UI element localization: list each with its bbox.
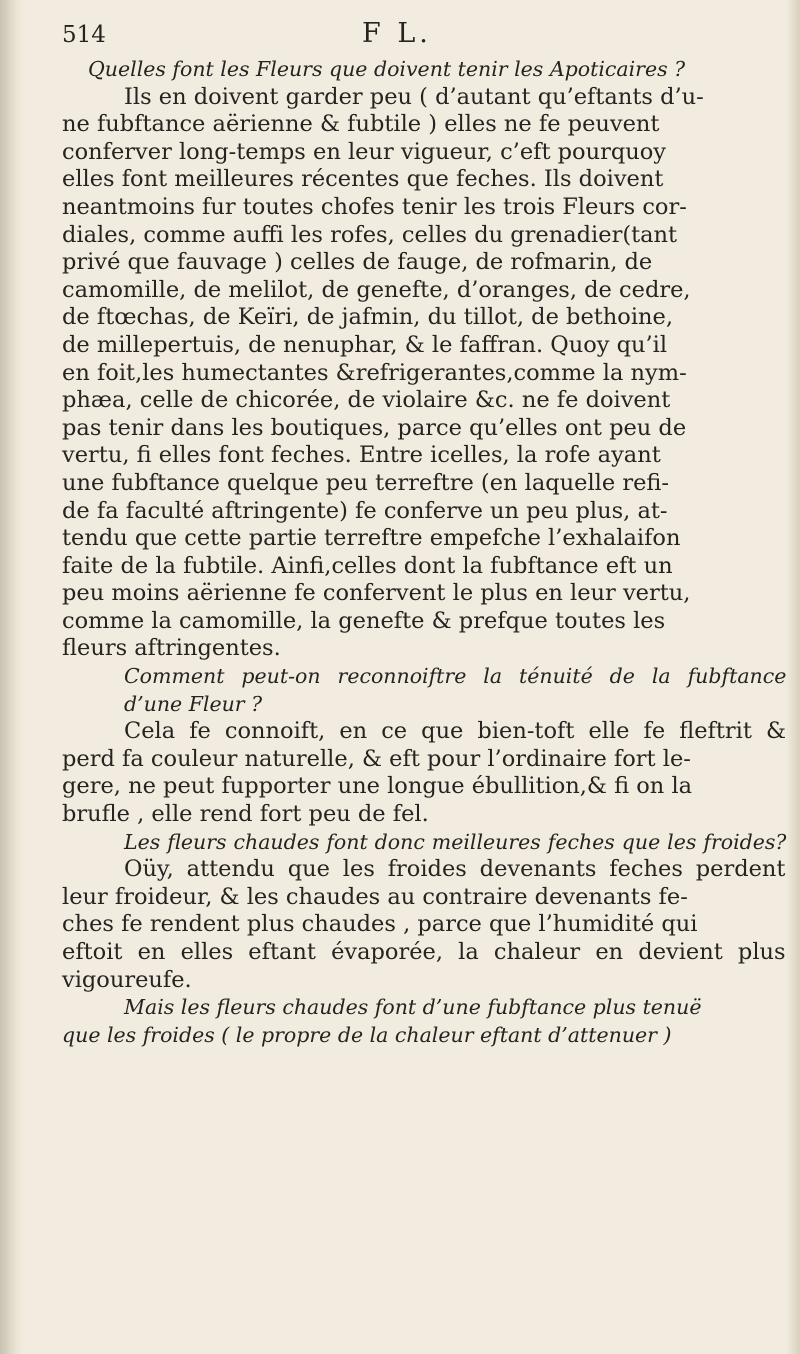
- text-line: vigoureufe.: [62, 966, 192, 993]
- text-line: phæa, celle de chicorée, de violaire &c. ne fe doivent: [62, 387, 671, 414]
- text-line: faite de la fubtile. Ainfi,celles dont la fubftance eft un: [62, 552, 673, 579]
- text-line: une fubftance quelque peu terreftre (en laquelle refi-: [62, 469, 670, 496]
- text-line: gere, ne peut fupporter une longue ébullition,& fi on la: [62, 773, 693, 800]
- body-text: [62, 56, 786, 1049]
- text-line: Ils en doivent garder peu ( d’autant qu’eftants d’u-: [124, 83, 704, 110]
- page-gutter-shadow: [0, 0, 24, 1354]
- text-line: camomille, de melilot, de genefte, d’oranges, de cedre,: [62, 276, 691, 303]
- text-line: vertu, fi elles font feches. Entre icelles, la rofe ayant: [62, 442, 661, 469]
- text-line: de millepertuis, de nenuphar, & le faffran. Quoy qu’il: [62, 331, 668, 358]
- question-line: Les fleurs chaudes font donc meilleures feches que les froides?: [124, 829, 787, 854]
- text-line: leur froideur, & les chaudes au contraire devenants fe-: [62, 883, 688, 910]
- text-line: eftoit en elles eftant évaporée, la chaleur en devient plus: [62, 939, 786, 965]
- text-line: diales, comme auffi les rofes, celles du grenadier(tant: [62, 221, 678, 248]
- text-line: brufle , elle rend fort peu de fel.: [62, 801, 429, 828]
- running-head: F L.: [362, 18, 432, 49]
- text-line: Cela fe connoift, en ce que bien-toft elle fe fleftrit &: [124, 718, 786, 745]
- text-line: comme la camomille, la genefte & prefque toutes les: [62, 607, 666, 634]
- text-line: perd fa couleur naturelle, & eft pour l’ordinaire fort le-: [62, 745, 691, 772]
- page-edge-shadow: [786, 0, 800, 1354]
- page-number: 514: [62, 22, 106, 48]
- text-line: ne fubftance aërienne & fubtile ) elles ne fe peuvent: [62, 111, 660, 138]
- text-line: tendu que cette partie terreftre empefche l’exhalaifon: [62, 525, 681, 552]
- text-line: fleurs aftringentes.: [62, 635, 281, 662]
- question-line: Quelles font les Fleurs que doivent tenir les Apoticaires ?: [88, 57, 686, 81]
- text-line: ches fe rendent plus chaudes , parce que l’humidité qui: [62, 911, 698, 938]
- text-line: peu moins aërienne fe confervent le plus en leur vertu,: [62, 580, 691, 607]
- text-line: elles font meilleures récentes que feches. Ils doivent: [62, 166, 664, 193]
- question-line: que les froides ( le propre de la chaleur eftant d’attenuer ): [62, 1022, 672, 1047]
- question-line: Comment peut-on reconnoiftre la ténuité de la fubftance: [124, 664, 787, 689]
- text-line: neantmoins fur toutes chofes tenir les trois Fleurs cor-: [62, 193, 687, 220]
- text-line: privé que fauvage ) celles de fauge, de rofmarin, de: [62, 249, 653, 276]
- text-line: Oüy, attendu que les froides devenants feches perdent: [124, 856, 786, 883]
- question-line: d’une Fleur ?: [124, 691, 263, 716]
- text-line: conferver long-temps en leur vigueur, c’eft pourquoy: [62, 138, 667, 165]
- text-line: de fa faculté aftringente) fe conferve un peu plus, at-: [62, 497, 668, 524]
- question-line: Mais les fleurs chaudes font d’une fubftance plus tenuë: [124, 995, 702, 1020]
- page-header: [62, 18, 762, 54]
- text-line: de ftœchas, de Keïri, de jafmin, du tillot, de bethoine,: [62, 304, 673, 331]
- text-line: pas tenir dans les boutiques, parce qu’elles ont peu de: [62, 414, 687, 441]
- text-line: en foit,les humectantes &refrigerantes,comme la nym-: [62, 359, 687, 386]
